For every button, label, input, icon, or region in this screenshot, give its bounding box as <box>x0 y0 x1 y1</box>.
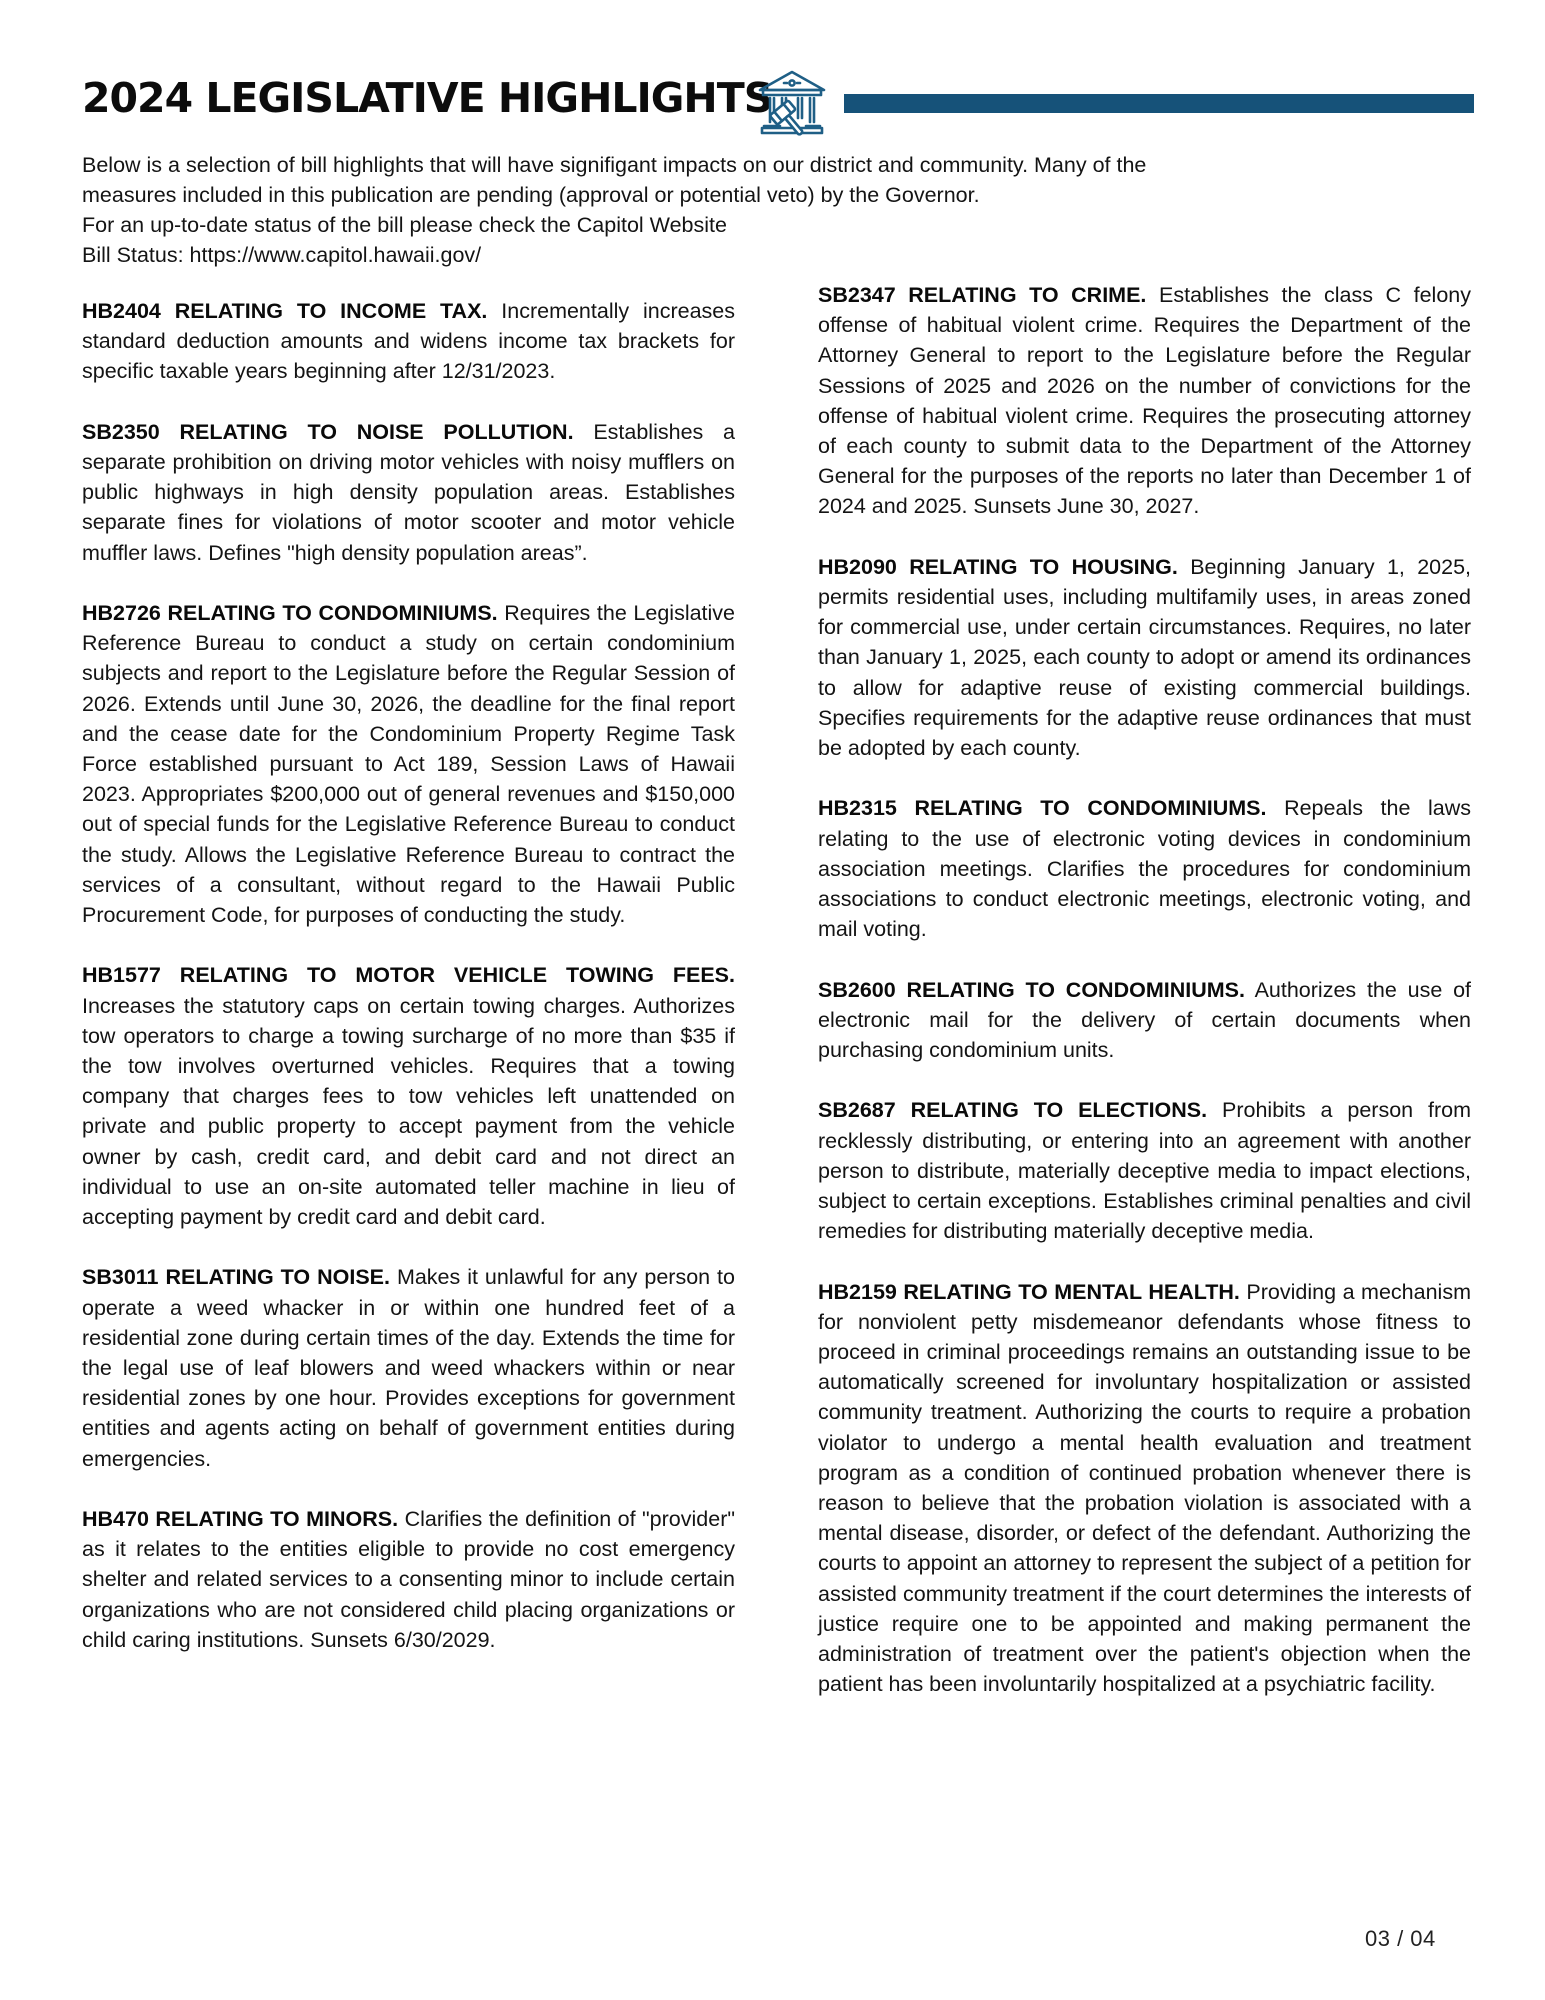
bill-entry <box>82 417 735 568</box>
bill-status-link[interactable]: Bill Status: https://www.capitol.hawaii.gov/ <box>82 243 482 267</box>
title-accent-bar <box>844 94 1474 113</box>
bill-entry <box>818 1095 1471 1246</box>
bill-description: Establishes the class C felony offense of habitual violent crime. Requires the Department of the Attorney General to report to the Legislature before the Regular Sessions of 2025 and 2026 on the number of convictions for the offense of habitual violent crime. Requires the prosecuting attorney of each county to submit data to the Department of the Attorney General for the purposes of the reports no later than December 1 of 2024 and 2025. Sunsets June 30, 2027. <box>818 283 1471 519</box>
bill-title: SB2350 RELATING TO NOISE POLLUTION. <box>82 419 574 444</box>
bill-title: HB2315 RELATING TO CONDOMINIUMS. <box>818 796 1267 821</box>
bill-title: SB2687 RELATING TO ELECTIONS. <box>818 1098 1208 1123</box>
bill-entry <box>82 296 735 387</box>
bill-description: Prohibits a person from recklessly distributing, or entering into an agreement with another person to distribute, materially deceptive media to impact elections, subject to certain exceptions. Establishes criminal penalties and civil remedies for distributing materially deceptive media. <box>818 1098 1471 1244</box>
intro-line: measures included in this publication are pending (approval or potential veto) by the Governor. <box>82 183 980 207</box>
bill-entry <box>818 552 1471 763</box>
left-column <box>82 296 735 1685</box>
bill-title: SB2347 RELATING TO CRIME. <box>818 283 1147 307</box>
bill-title: HB470 RELATING TO MINORS. <box>82 1507 399 1532</box>
intro-line: Below is a selection of bill highlights that will have signifigant impacts on our district and community. Many of the <box>82 153 1147 177</box>
bill-title: HB2404 RELATING TO INCOME TAX. <box>82 299 488 323</box>
bill-description: Providing a mechanism for nonviolent petty misdemeanor defendants whose fitness to proceed in criminal proceedings remains an outstanding issue to be automatically screened for involuntary hospitalization or assisted community treatment. Authorizing the courts to require a probation violator to undergo a mental health evaluation and treatment program as a condition of continued probation whenever there is reason to believe that the probation violation is associated with a mental disease, disorder, or defect of the defendant. Authorizing the courts to appoint an attorney to represent the subject of a petition for assisted community treatment if the court determines the interests of justice require one to be appointed and making permanent the administration of treatment over the patient's objection when the patient has been involuntarily hospitalized at a psychiatric facility. <box>818 1279 1471 1697</box>
capitol-gavel-icon <box>754 68 830 136</box>
bill-title: SB3011 RELATING TO NOISE. <box>82 1265 390 1290</box>
bill-entry <box>82 598 735 930</box>
bill-title: HB1577 RELATING TO MOTOR VEHICLE TOWING FEES. <box>82 963 735 988</box>
bill-title: HB2090 RELATING TO HOUSING. <box>818 554 1178 579</box>
bill-description: Repeals the laws relating to the use of electronic voting devices in condominium association meetings. Clarifies the procedures for condominium associations to conduct electronic meetings, electronic voting, and mail voting. <box>818 796 1471 942</box>
bill-description: Beginning January 1, 2025, permits residential uses, including multifamily uses, in areas zoned for commercial use, under certain circumstances. Requires, no later than January 1, 2025, each county to adopt or amend its ordinances to allow for adaptive reuse of existing commercial buildings. Specifies requirements for the adaptive reuse ordinances that must be adopted by each county. <box>818 554 1471 761</box>
bill-description: Increases the statutory caps on certain towing charges. Authorizes tow operators to charge a towing surcharge of no more than $35 if the tow involves overturned vehicles. Requires that a towing company that charges fees to tow vehicles left unattended on private and public property to accept payment from the vehicle owner by cash, credit card, and debit card and not direct an individual to use an on-site automated teller machine in lieu of accepting payment by credit card and debit card. <box>82 993 735 1230</box>
intro-line: For an up-to-date status of the bill please check the Capitol Website <box>82 213 727 237</box>
bill-entry <box>82 1262 735 1473</box>
bill-title: HB2726 RELATING TO CONDOMINIUMS. <box>82 601 498 625</box>
bill-entry <box>818 1277 1471 1700</box>
bill-description: Establishes a separate prohibition on driving motor vehicles with noisy mufflers on public highways in high density population areas. Establishes separate fines for violations of motor scooter and motor vehicle muffler laws. Defines "high density population areas”. <box>82 419 735 565</box>
bill-description: Requires the Legislative Reference Bureau to conduct a study on certain condominium subjects and report to the Legislature before the Regular Session of 2026. Extends until June 30, 2026, the deadline for the final report and the cease date for the Condominium Property Regime Task Force established pursuant to Act 189, Session Laws of Hawaii 2023. Appropriates $200,000 out of general revenues and $150,000 out of special funds for the Legislative Reference Bureau to conduct the study. Allows the Legislative Reference Bureau to contract the services of a consultant, without regard to the Hawaii Public Procurement Code, for purposes of conducting the study. <box>82 601 736 928</box>
bill-entry <box>818 793 1471 944</box>
page-header <box>82 68 1474 138</box>
page-title: 2024 LEGISLATIVE HIGHLIGHTS <box>82 74 773 122</box>
bill-entry <box>818 975 1471 1066</box>
bill-title: SB2600 RELATING TO CONDOMINIUMS. <box>818 977 1245 1002</box>
intro-text <box>82 150 1402 270</box>
bill-title: HB2159 RELATING TO MENTAL HEALTH. <box>818 1279 1240 1304</box>
bill-description: Makes it unlawful for any person to operate a weed whacker in or within one hundred feet of a residential zone during certain times of the day. Extends the time for the legal use of leaf blowers and weed whackers within or near residential zones by one hour. Provides exceptions for government entities and agents acting on behalf of government entities during emergencies. <box>82 1265 735 1471</box>
bill-description: Authorizes the use of electronic mail for the delivery of certain documents when purchasing condominium units. <box>818 977 1471 1063</box>
bill-description: Incrementally increases standard deduction amounts and widens income tax brackets for specific taxable years beginning after 12/31/2023. <box>82 299 735 384</box>
bill-entry <box>82 960 735 1232</box>
bill-entry <box>818 280 1471 522</box>
bill-entry <box>82 1504 735 1655</box>
page-number: 03 / 04 <box>1365 1926 1436 1951</box>
right-column <box>818 280 1471 1730</box>
bill-description: Clarifies the definition of "provider" as it relates to the entities eligible to provide no cost emergency shelter and related services to a consenting minor to include certain organizations who are not considered child placing organizations or child caring institutions. Sunsets 6/30/2029. <box>82 1507 735 1652</box>
